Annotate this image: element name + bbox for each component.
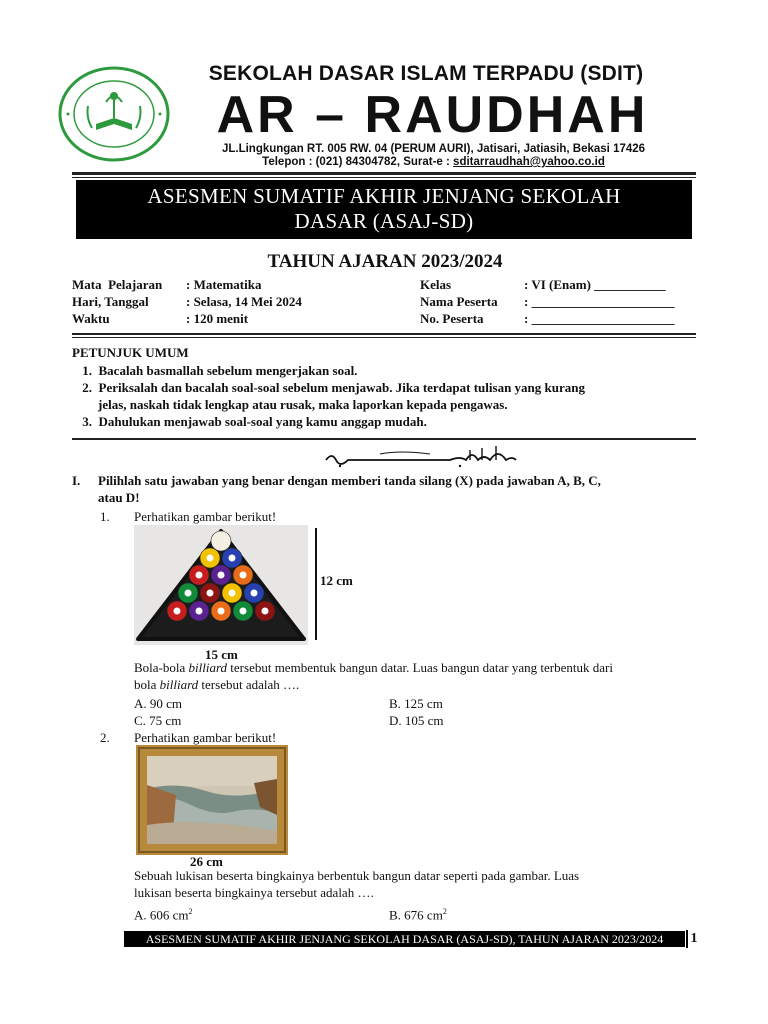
item-text: Dahulukan menjawab soal-soal yang kamu anggap mudah.: [98, 414, 427, 429]
width-label: 26 cm: [190, 854, 223, 869]
contact-line: [196, 156, 671, 169]
item-text: Periksalah dan bacalah soal-soal sebelum menjawab. Jika terdapat tulisan yang kurang: [98, 380, 585, 395]
instructions-list: [72, 362, 698, 430]
unit-superscript: 2: [442, 907, 447, 916]
text-part: tersebut membentuk bangun datar. Luas bangun datar yang terbentuk dari: [227, 660, 613, 675]
question-text-line1: Sebuah lukisan beserta bingkainya berbentuk bangun datar seperti pada gambar. Luas: [134, 868, 580, 883]
academic-year-title: TAHUN AJARAN 2023/2024: [267, 251, 503, 272]
item-text-continued: jelas, naskah tidak lengkap atau rusak, maka laporkan kepada pengawas.: [98, 397, 508, 412]
class-label: Kelas: [420, 277, 452, 292]
number-label: No. Peserta: [420, 311, 484, 326]
question-intro: Perhatikan gambar berikut!: [134, 509, 277, 524]
address-line: JL.Lingkungan RT. 005 RW. 04 (PERUM AURI), Jatisari, Jatiasih, Bekasi 17426: [221, 143, 646, 155]
email-link[interactable]: sditarraudhah@yahoo.co.id: [453, 156, 605, 168]
text-italic: billiard: [159, 677, 199, 692]
header-rule-thin: [72, 177, 696, 178]
class-value[interactable]: : VI (Enam) ___________: [524, 277, 666, 292]
option-c[interactable]: C. 75 cm: [134, 713, 182, 728]
bismillah-calligraphy: [320, 442, 520, 472]
divider: [72, 337, 696, 338]
item-text: Bacalah basmallah sebelum mengerjakan soal.: [98, 363, 358, 378]
name-field[interactable]: : ______________________: [524, 294, 675, 309]
exam-title-line1: ASESMEN SUMATIF AKHIR JENJANG SEKOLAH: [147, 184, 621, 208]
question-intro: Perhatikan gambar berikut!: [134, 730, 277, 745]
question-text-line2: [134, 676, 698, 693]
time-label: Waktu: [72, 311, 110, 326]
item-number: 3.: [82, 414, 92, 429]
option-b[interactable]: [389, 903, 447, 923]
text-part: tersebut adalah ….: [198, 677, 300, 692]
billiard-balls-image: [134, 525, 308, 645]
exam-title-line2: DASAR (ASAJ-SD): [294, 209, 474, 233]
list-item: [72, 413, 698, 430]
option-text: A. 606 cm: [134, 907, 189, 923]
question-text: [134, 867, 698, 901]
header-rule-thick: [72, 172, 696, 175]
time-value: : 120 menit: [186, 311, 249, 326]
name-label: Nama Peserta: [420, 294, 498, 309]
question-text-line2: lukisan beserta bingkainya tersebut adalah ….: [134, 885, 374, 900]
subject-value: : Matematika: [186, 277, 262, 292]
list-item: [72, 362, 698, 379]
question-number: 1.: [100, 509, 110, 524]
height-label: 12 cm: [320, 573, 353, 588]
text-part: Bola-bola: [134, 660, 189, 675]
option-text: B. 676 cm: [389, 907, 443, 923]
date-label: Hari, Tanggal: [72, 294, 149, 309]
page-number: 1: [686, 930, 700, 948]
question-text: [134, 659, 698, 693]
school-name-heading: AR – RAUDHAH: [216, 86, 649, 144]
height-dimension-line: [315, 528, 317, 640]
option-b[interactable]: B. 125 cm: [389, 696, 443, 711]
section-instruction: [98, 472, 698, 506]
school-logo: [58, 66, 170, 162]
option-a[interactable]: A. 90 cm: [134, 696, 183, 711]
section-number: I.: [72, 473, 81, 488]
section-instruction-line2: atau D!: [98, 490, 140, 505]
number-field[interactable]: : ______________________: [524, 311, 675, 326]
footer-bar: ASESMEN SUMATIF AKHIR JENJANG SEKOLAH DASAR (ASAJ-SD), TAHUN AJARAN 2023/2024: [124, 931, 685, 947]
option-d[interactable]: D. 105 cm: [389, 713, 444, 728]
question-text-line1: [134, 659, 698, 676]
item-number: 1.: [82, 363, 92, 378]
text-part: bola: [134, 677, 160, 692]
item-number: 2.: [82, 380, 92, 395]
divider: [72, 333, 696, 335]
phone-text: Telepon : (021) 84304782, Surat-e :: [262, 156, 454, 168]
framed-painting-image: [136, 745, 288, 855]
option-a[interactable]: [134, 903, 193, 923]
date-value: : Selasa, 14 Mei 2024: [186, 294, 302, 309]
exam-title-box: [76, 180, 692, 239]
list-item: [72, 379, 698, 396]
text-italic: billiard: [188, 660, 228, 675]
question-number: 2.: [100, 730, 110, 745]
width-label: 15 cm: [205, 647, 238, 662]
section-instruction-line1: Pilihlah satu jawaban yang benar dengan memberi tanda silang (X) pada jawaban A, B, C,: [98, 473, 601, 488]
unit-superscript: 2: [188, 907, 193, 916]
school-address: [196, 143, 671, 169]
divider: [72, 438, 696, 440]
instructions-title: PETUNJUK UMUM: [72, 345, 189, 360]
school-type-heading: SEKOLAH DASAR ISLAM TERPADU (SDIT): [208, 62, 644, 85]
subject-label: Mata Pelajaran: [72, 277, 163, 292]
